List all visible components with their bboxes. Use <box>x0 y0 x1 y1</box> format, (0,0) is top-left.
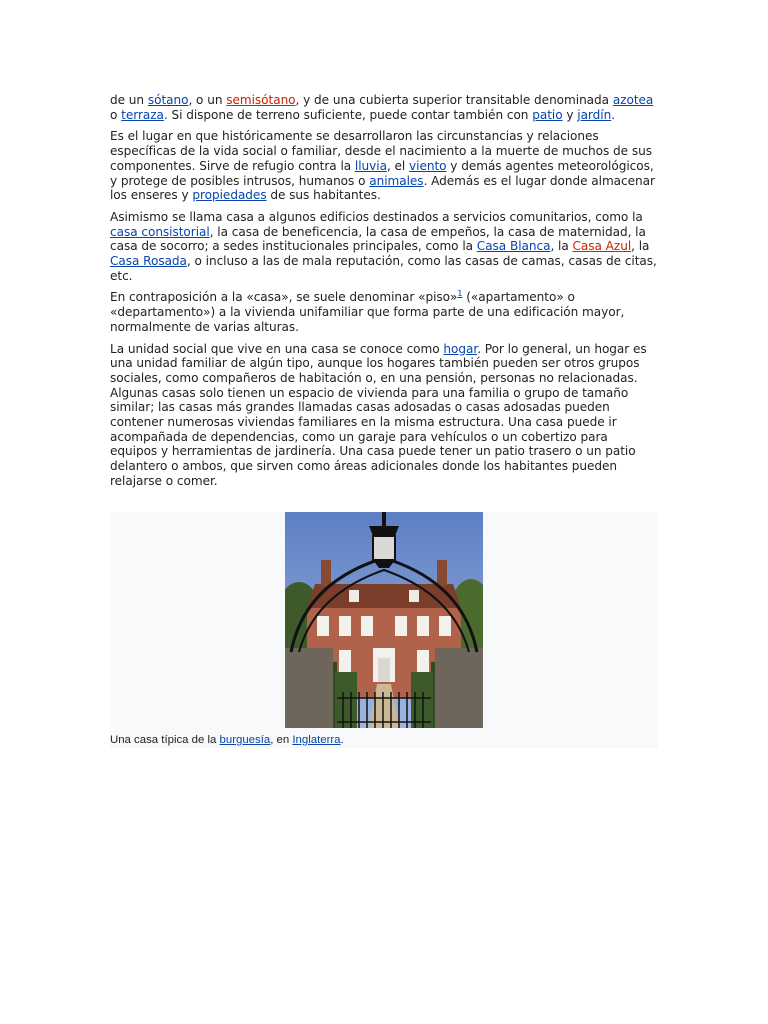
text: , o un <box>188 93 227 107</box>
figure-caption <box>110 734 344 746</box>
text: y demás agentes meteorológicos, y protege de posibles intrusos, humanos o <box>110 158 654 188</box>
text: , el <box>386 158 410 173</box>
link-animales[interactable]: animales <box>369 173 424 188</box>
text: Una casa típica de la <box>110 734 220 746</box>
link-jardin[interactable]: jardín <box>577 107 612 122</box>
figure <box>110 512 658 748</box>
text: , en <box>270 734 293 746</box>
link-lluvia[interactable]: lluvia <box>354 158 387 173</box>
text: y <box>562 107 578 122</box>
house-photo[interactable] <box>285 512 483 728</box>
text: de un <box>110 93 148 107</box>
paragraph-piso <box>110 290 658 334</box>
link-sotano[interactable]: sótano <box>147 93 189 107</box>
text: , la <box>631 239 650 254</box>
link-inglaterra[interactable]: Inglaterra <box>292 734 341 746</box>
text: , o incluso a las de mala reputación, como las casas de camas, casas de citas, etc. <box>110 254 657 283</box>
link-propiedades[interactable]: propiedades <box>192 188 267 203</box>
text: . Por lo general, un hogar es una unidad familiar de algún tipo, aunque los hogares también pueden ser otros grupos sociales, como compañeros de habitación o, en una pensión, personas no relacionadas. Algunas casas solo tienen un espacio de vivienda para una familia o grupo de tamaño similar; las casas más grandes llamadas casas adosadas o casas adosadas pueden contener numerosas viviendas familiares en la misma estructura. Una casa puede ir acompañada de dependencias, como un garaje para vehículos o un cobertizo para equipos y herramientas de jardinería. Una casa puede tener un patio trasero o un patio delantero o ambos, que sirven como áreas adicionales donde los habitantes pueden relajarse o comer. <box>110 341 647 488</box>
link-patio[interactable]: patio <box>532 107 563 122</box>
link-semisotano[interactable]: semisótano <box>226 93 296 107</box>
text: Es el lugar en que históricamente se desarrollaron las circunstancias y relaciones específicas de la vida social o familiar, desde el nacimiento a la muerte de muchos de sus componentes. Sirve de refugio contra la <box>110 129 652 173</box>
text: . <box>340 734 344 746</box>
paragraph-institutions <box>110 210 658 284</box>
link-azotea[interactable]: azotea <box>612 93 654 107</box>
text: Asimismo se llama casa a algunos edificios destinados a servicios comunitarios, como la <box>110 209 643 224</box>
text: . <box>611 107 615 122</box>
text: o <box>110 107 122 122</box>
house-photo-image <box>285 512 483 728</box>
link-casa-consistorial[interactable]: casa consistorial <box>110 224 210 239</box>
paragraph-basement <box>110 93 658 122</box>
text: En contraposición a la «casa», se suele denominar «piso» <box>110 290 458 305</box>
text: de sus habitantes. <box>266 188 381 203</box>
link-viento[interactable]: viento <box>409 158 447 173</box>
text: , y de una cubierta superior transitable denominada <box>295 93 613 107</box>
footnote-link[interactable]: 1 <box>457 289 463 299</box>
text: («apartamento» o «departamento») a la vivienda unifamiliar que forma parte de una edificación mayor, normalmente de varias alturas. <box>110 290 625 334</box>
link-burguesia[interactable]: burguesía <box>219 734 271 746</box>
link-casa-rosada[interactable]: Casa Rosada <box>110 254 187 269</box>
text: . Además es el lugar donde almacenar los enseres y <box>110 173 655 203</box>
text: , la <box>550 239 573 254</box>
text: La unidad social que vive en una casa se conoce como <box>110 341 444 356</box>
text: . Si dispone de terreno suficiente, puede contar también con <box>163 107 533 122</box>
paragraph-history <box>110 129 658 203</box>
link-casa-azul[interactable]: Casa Azul <box>572 239 632 254</box>
text: , la casa de beneficencia, la casa de empeños, la casa de maternidad, la casa de socorro; a sedes institucionales principales, como la <box>110 224 646 254</box>
link-terraza[interactable]: terraza <box>121 107 164 122</box>
link-casa-blanca[interactable]: Casa Blanca <box>476 239 551 254</box>
paragraph-hogar <box>110 342 658 489</box>
article-body <box>110 93 658 496</box>
link-hogar[interactable]: hogar <box>443 341 478 356</box>
